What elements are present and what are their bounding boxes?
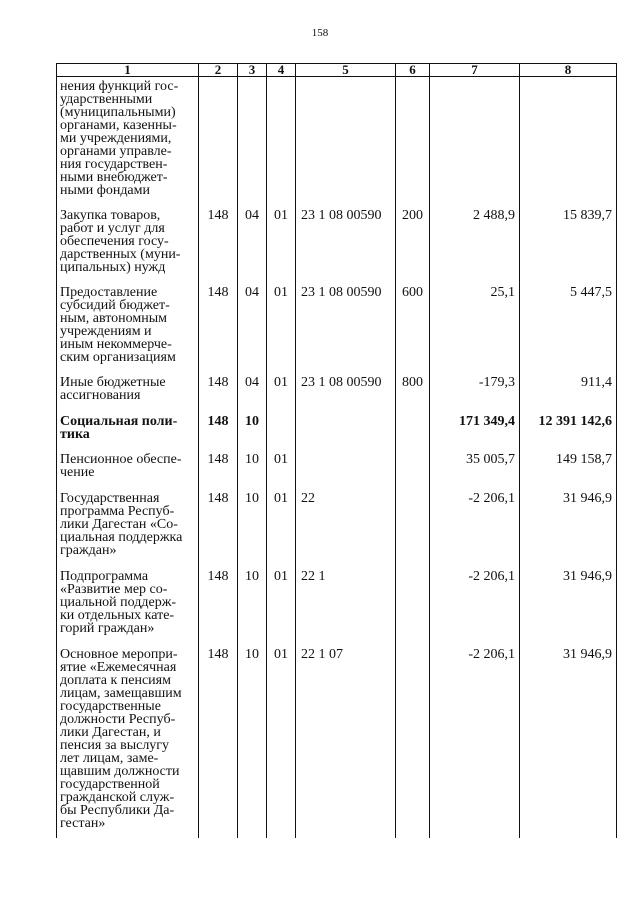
table-row	[57, 415, 617, 453]
row-expense-type: 800	[396, 376, 430, 415]
table-row	[57, 77, 617, 210]
col-header-6: 6	[396, 64, 430, 77]
row-subsection: 01	[267, 376, 296, 415]
row-amount-total	[520, 77, 617, 210]
row-section: 10	[238, 570, 267, 648]
row-expense-type	[396, 570, 430, 648]
budget-table	[56, 63, 617, 838]
table-row	[57, 570, 617, 648]
table-row	[57, 453, 617, 492]
row-amount-change: 25,1	[430, 286, 520, 376]
row-code-admin: 148	[199, 376, 238, 415]
row-expense-type	[396, 77, 430, 210]
row-amount-total: 31 946,9	[520, 648, 617, 838]
col-header-7: 7	[430, 64, 520, 77]
row-expense-type	[396, 453, 430, 492]
row-section: 04	[238, 286, 267, 376]
row-code-admin: 148	[199, 286, 238, 376]
row-expense-type	[396, 415, 430, 453]
col-header-5: 5	[296, 64, 396, 77]
row-section: 10	[238, 648, 267, 838]
row-section: 04	[238, 376, 267, 415]
table-row	[57, 209, 617, 286]
row-amount-change: 35 005,7	[430, 453, 520, 492]
row-code-admin: 148	[199, 570, 238, 648]
row-subsection	[267, 77, 296, 210]
row-code-admin: 148	[199, 453, 238, 492]
row-name: Закупка товаров, работ и услуг для обеспечения госу- дарственных (муни- ципальных) нужд	[57, 209, 199, 286]
row-section: 10	[238, 492, 267, 570]
row-expense-type: 200	[396, 209, 430, 286]
col-header-3: 3	[238, 64, 267, 77]
row-amount-total: 15 839,7	[520, 209, 617, 286]
col-header-2: 2	[199, 64, 238, 77]
row-name: Пенсионное обеспе- чение	[57, 453, 199, 492]
row-subsection: 01	[267, 209, 296, 286]
row-target-article	[296, 77, 396, 210]
row-amount-total: 5 447,5	[520, 286, 617, 376]
row-name: Основное меропри- ятие «Ежемесячная доплата к пенсиям лицам, замещавшим государственные должности Респуб- лики Дагестан, и пенсия за выслугу лет лицам, заме- щавшим должности государственной гражданской служ- бы Республики Да- гестан»	[57, 648, 199, 838]
col-header-8: 8	[520, 64, 617, 77]
col-header-4: 4	[267, 64, 296, 77]
table-row	[57, 376, 617, 415]
row-target-article: 22 1	[296, 570, 396, 648]
row-subsection: 01	[267, 570, 296, 648]
row-subsection: 01	[267, 648, 296, 838]
row-section: 04	[238, 209, 267, 286]
table-row	[57, 492, 617, 570]
row-code-admin: 148	[199, 415, 238, 453]
row-target-article: 23 1 08 00590	[296, 376, 396, 415]
row-expense-type: 600	[396, 286, 430, 376]
row-amount-total: 149 158,7	[520, 453, 617, 492]
row-section: 10	[238, 453, 267, 492]
row-target-article: 23 1 08 00590	[296, 209, 396, 286]
table-row	[57, 648, 617, 838]
table-row	[57, 286, 617, 376]
row-subsection	[267, 415, 296, 453]
row-expense-type	[396, 492, 430, 570]
row-target-article: 23 1 08 00590	[296, 286, 396, 376]
row-code-admin: 148	[199, 492, 238, 570]
row-target-article: 22 1 07	[296, 648, 396, 838]
row-subsection: 01	[267, 453, 296, 492]
row-amount-total: 31 946,9	[520, 492, 617, 570]
row-amount-change: -179,3	[430, 376, 520, 415]
row-target-article: 22	[296, 492, 396, 570]
row-expense-type	[396, 648, 430, 838]
page-number: 158	[311, 27, 329, 39]
row-amount-change: -2 206,1	[430, 570, 520, 648]
row-code-admin: 148	[199, 209, 238, 286]
row-name: Социальная поли- тика	[57, 415, 199, 453]
row-amount-total: 31 946,9	[520, 570, 617, 648]
row-name: нения функций гос- ударственными (муниципальными) органами, казенны- ми учреждениями, органами управле- ния государствен- ными внебюджет- ными фондами	[57, 77, 199, 210]
row-section	[238, 77, 267, 210]
header-row	[57, 64, 617, 77]
row-amount-change: -2 206,1	[430, 492, 520, 570]
row-target-article	[296, 415, 396, 453]
row-subsection: 01	[267, 286, 296, 376]
row-name: Государственная программа Респуб- лики Дагестан «Со- циальная поддержка граждан»	[57, 492, 199, 570]
row-amount-total: 911,4	[520, 376, 617, 415]
row-amount-change: -2 206,1	[430, 648, 520, 838]
col-header-1: 1	[57, 64, 199, 77]
row-name: Предоставление субсидий бюджет- ным, автономным учреждениям и иным некоммерче- ским организациям	[57, 286, 199, 376]
row-subsection: 01	[267, 492, 296, 570]
row-amount-change	[430, 77, 520, 210]
row-name: Иные бюджетные ассигнования	[57, 376, 199, 415]
row-amount-total: 12 391 142,6	[520, 415, 617, 453]
row-amount-change: 2 488,9	[430, 209, 520, 286]
row-target-article	[296, 453, 396, 492]
row-section: 10	[238, 415, 267, 453]
row-code-admin: 148	[199, 648, 238, 838]
row-name: Подпрограмма «Развитие мер со- циальной поддерж- ки отдельных кате- горий граждан»	[57, 570, 199, 648]
row-code-admin	[199, 77, 238, 210]
row-amount-change: 171 349,4	[430, 415, 520, 453]
